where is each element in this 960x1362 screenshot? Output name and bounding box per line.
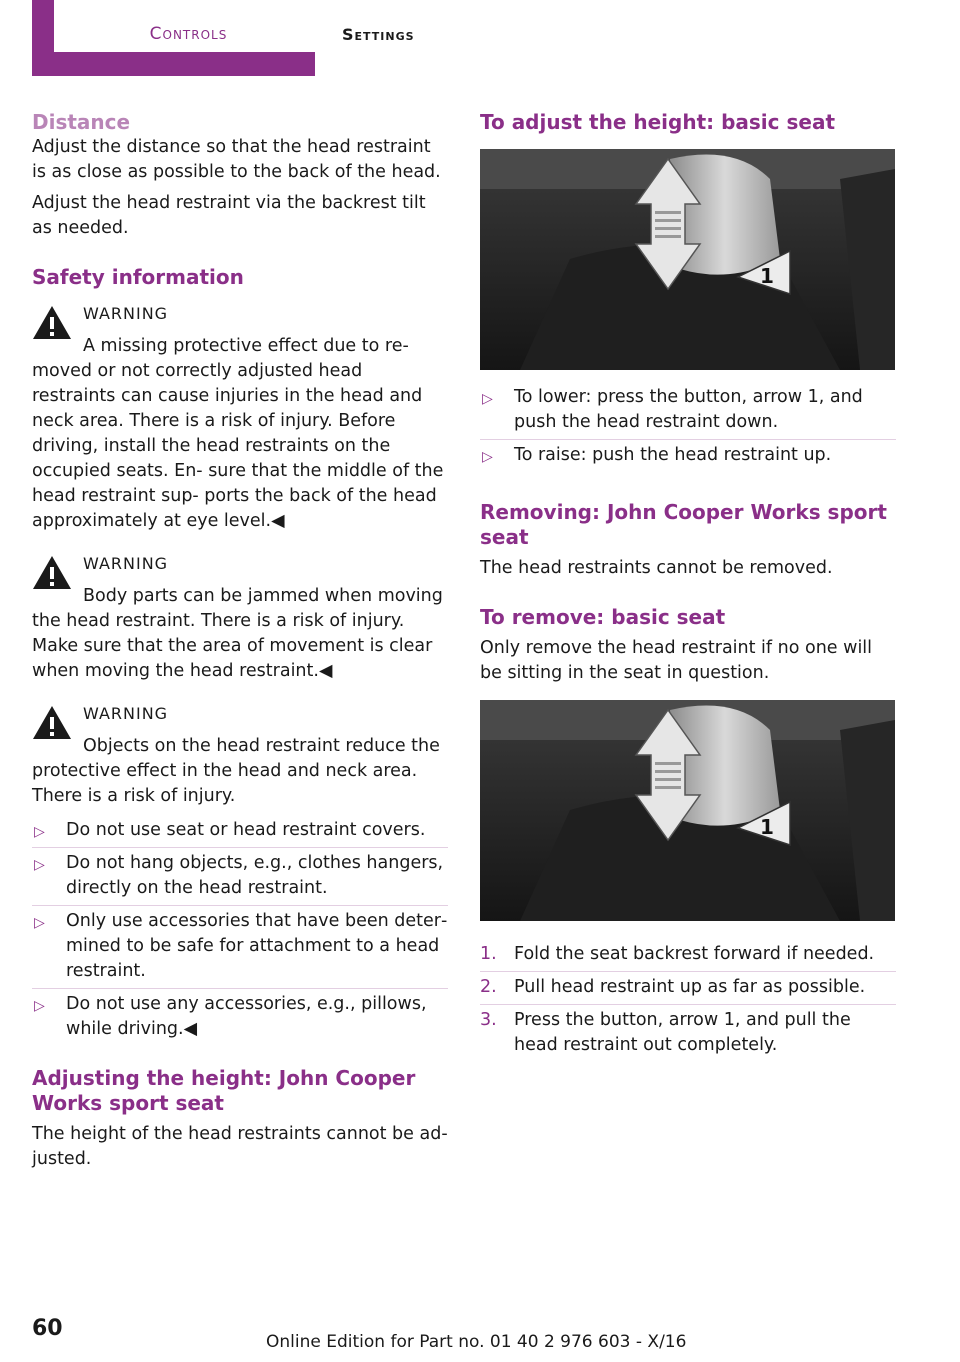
warning-label: WARNING (83, 554, 169, 573)
removing-jcw-text: The head restraints cannot be removed. (480, 558, 833, 578)
list-item: ▷ To raise: push the head restraint up. (480, 440, 896, 472)
left-column (32, 110, 448, 1172)
warning-label: WARNING (83, 704, 169, 723)
header-section-label: Settings (342, 25, 415, 44)
list-item: 2. Pull head restraint up as far as possible. (480, 972, 896, 1005)
jcw-adjust-heading: Adjusting the height: John Cooper Works sport seat (32, 1066, 416, 1115)
adjust-list (480, 382, 896, 472)
safety-heading: Safety information (32, 265, 244, 289)
list-item: ▷ Do not use seat or head restraint covers. (32, 815, 448, 848)
warning-label: WARNING (83, 304, 169, 323)
distance-heading: Distance (32, 110, 131, 134)
list-item: 3. Press the button, arrow 1, and pull the head restraint out completely. (480, 1010, 851, 1055)
list-marker-icon: ▷ (34, 857, 45, 873)
list-marker-icon: ▷ (482, 449, 493, 465)
warning-list (32, 815, 448, 1046)
list-item: ▷ Do not use any accessories, e.g., pillows, while driving.◀ (34, 994, 427, 1039)
warning-block-2 (32, 552, 448, 684)
step-number: 1. (480, 944, 497, 964)
list-marker-icon: ▷ (34, 915, 45, 931)
list-item: ▷ To lower: press the button, arrow 1, and push the head restraint down. (480, 382, 896, 440)
footer-edition: Online Edition for Part no. 01 40 2 976 603 - X/16 (266, 1332, 687, 1352)
distance-paragraph-1: Adjust the distance so that the head restraint is as close as possible to the back of the head. (32, 137, 441, 182)
warning-text: moved or not correctly adjusted head restraints can cause injuries in the head and neck area. There is a risk of injury. Before driving, install the head restraints on the occupied seats. En‐ sure that the middle of the head restraint sup‐ ports the back of the head approximately at eye level.◀ (32, 361, 444, 531)
step-number: 3. (480, 1010, 497, 1030)
page-number: 60 (32, 1316, 63, 1341)
warning-text: protective effect in the head and neck area. There is a risk of injury. (32, 761, 418, 806)
warning-text: the head restraint. There is a risk of injury. Make sure that the area of movement is clear when moving the head restraint.◀ (32, 611, 433, 681)
right-column (480, 110, 896, 1062)
warning-triangle-icon (32, 554, 72, 590)
remove-text: Only remove the head restraint if no one will be sitting in the seat in question. (480, 638, 873, 683)
warning-block-1 (32, 302, 448, 534)
warning-triangle-icon (32, 704, 72, 740)
list-marker-icon: ▷ (34, 824, 45, 840)
callout-label: 1 (760, 264, 774, 288)
list-item: ▷ Do not hang objects, e.g., clothes hangers, directly on the head restraint. (32, 848, 448, 906)
warning-first-line: Body parts can be jammed when moving (83, 586, 443, 606)
list-item: ▷ Only use accessories that have been deter‐ mined to be safe for attachment to a head restraint. (32, 906, 448, 989)
list-marker-icon: ▷ (482, 391, 493, 407)
adjust-heading: To adjust the height: basic seat (480, 110, 835, 134)
header-tab-controls (32, 0, 315, 76)
warning-block-3 (32, 702, 448, 809)
head-restraint-remove-photo (480, 700, 895, 921)
remove-heading: To remove: basic seat (480, 605, 726, 629)
warning-triangle-icon (32, 304, 72, 340)
warning-first-line: Objects on the head restraint reduce the (83, 736, 440, 756)
list-marker-icon: ▷ (34, 998, 45, 1014)
warning-first-line: A missing protective effect due to re‐ (83, 336, 409, 356)
remove-steps-list (480, 939, 896, 1062)
step-number: 2. (480, 977, 497, 997)
header-tab-controls-label-box (54, 0, 323, 52)
list-item: 1. Fold the seat backrest forward if needed. (480, 939, 896, 972)
head-restraint-adjust-photo (480, 149, 895, 370)
removing-jcw-heading: Removing: John Cooper Works sport seat (480, 500, 887, 549)
header-tab-controls-label: Controls (149, 24, 228, 44)
jcw-adjust-text: The height of the head restraints cannot be ad‐ justed. (32, 1124, 448, 1169)
callout-label: 1 (760, 815, 774, 839)
distance-paragraph-2: Adjust the head restraint via the backrest tilt as needed. (32, 193, 426, 238)
